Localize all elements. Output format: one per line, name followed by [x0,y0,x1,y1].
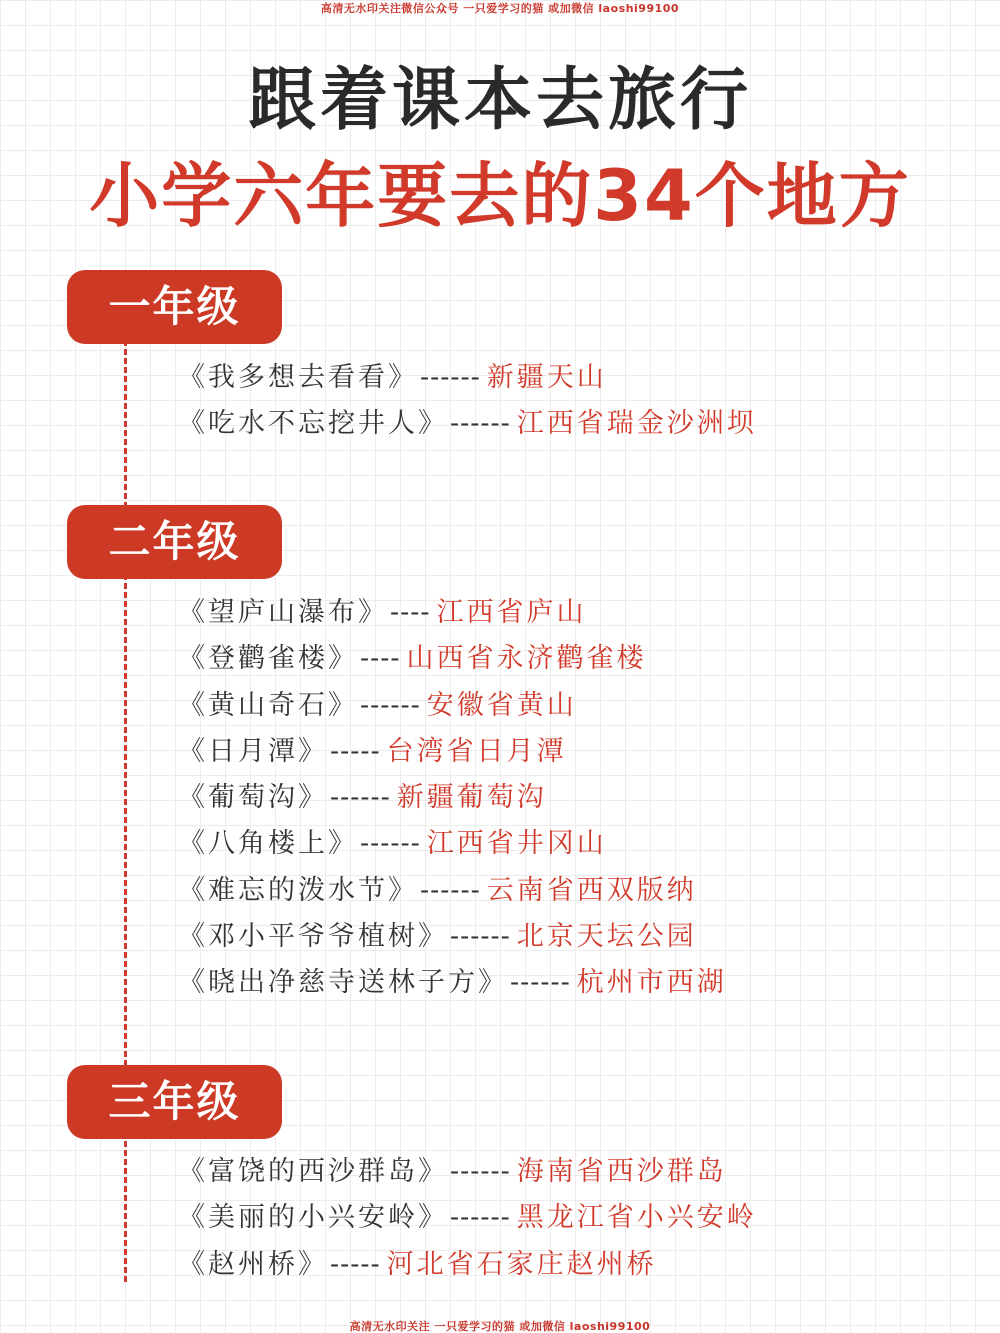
work-title: 《晓出净慈寺送林子方》 [178,967,508,998]
list-item [178,686,577,726]
work-title: 《八角楼上》 [178,828,358,859]
watermark-top: 高清无水印关注微信公众号 一只爱学习的猫 或加微信 laoshi99100 [320,2,680,15]
place-name: 北京天坛公园 [516,921,697,952]
list-item [178,732,567,772]
work-title: 《赵州桥》 [178,1249,328,1280]
place-name: 安徽省黄山 [426,690,577,721]
separator: ------ [450,408,511,439]
work-title: 《富饶的西沙群岛》 [178,1156,448,1187]
list-item [178,1245,657,1285]
place-name: 河北省石家庄赵州桥 [386,1249,657,1280]
place-name: 黑龙江省小兴安岭 [516,1202,757,1233]
separator: ------ [360,828,421,859]
place-name: 杭州市西湖 [576,967,727,998]
work-title: 《邓小平爷爷植树》 [178,921,448,952]
list-item [178,871,697,911]
place-name: 新疆天山 [486,362,607,393]
separator: ------ [330,782,391,813]
list-item [178,639,647,679]
list-item [178,593,587,633]
grade-badge-2: 二年级 [67,505,282,579]
list-item [178,963,727,1003]
work-title: 《登鹳雀楼》 [178,643,358,674]
place-name: 新疆葡萄沟 [396,782,547,813]
separator: ------ [450,1156,511,1187]
separator: ------ [360,690,421,721]
list-item [178,358,607,398]
page-title: 跟着课本去旅行 [247,61,752,140]
work-title: 《日月潭》 [178,736,328,767]
separator: ------ [450,921,511,952]
separator: ---- [360,643,401,674]
place-name: 江西省庐山 [436,597,587,628]
separator: ------ [420,875,481,906]
list-item [178,404,757,444]
separator: ---- [390,597,431,628]
watermark-bottom: 高清无水印关注 一只爱学习的猫 或加微信 laoshi99100 [349,1320,651,1333]
list-item [178,778,547,818]
work-title: 《难忘的泼水节》 [178,875,418,906]
work-title: 《吃水不忘挖井人》 [178,408,448,439]
timeline-dashed-line [124,340,127,1282]
grade-badge-1: 一年级 [67,270,282,344]
separator: ------ [510,967,571,998]
work-title: 《葡萄沟》 [178,782,328,813]
list-item [178,1198,757,1238]
separator: ------ [450,1202,511,1233]
place-name: 海南省西沙群岛 [516,1156,727,1187]
grade-badge-3: 三年级 [67,1065,282,1139]
work-title: 《黄山奇石》 [178,690,358,721]
list-item [178,1152,727,1192]
separator: ----- [330,1249,381,1280]
list-item [178,917,697,957]
place-name: 云南省西双版纳 [486,875,697,906]
place-name: 江西省瑞金沙洲坝 [516,408,757,439]
separator: ------ [420,362,481,393]
page-subtitle: 小学六年要去的34个地方 [89,155,911,237]
work-title: 《我多想去看看》 [178,362,418,393]
list-item [178,824,607,864]
place-name: 台湾省日月潭 [386,736,567,767]
place-name: 山西省永济鹳雀楼 [406,643,647,674]
place-name: 江西省井冈山 [426,828,607,859]
separator: ----- [330,736,381,767]
work-title: 《望庐山瀑布》 [178,597,388,628]
work-title: 《美丽的小兴安岭》 [178,1202,448,1233]
